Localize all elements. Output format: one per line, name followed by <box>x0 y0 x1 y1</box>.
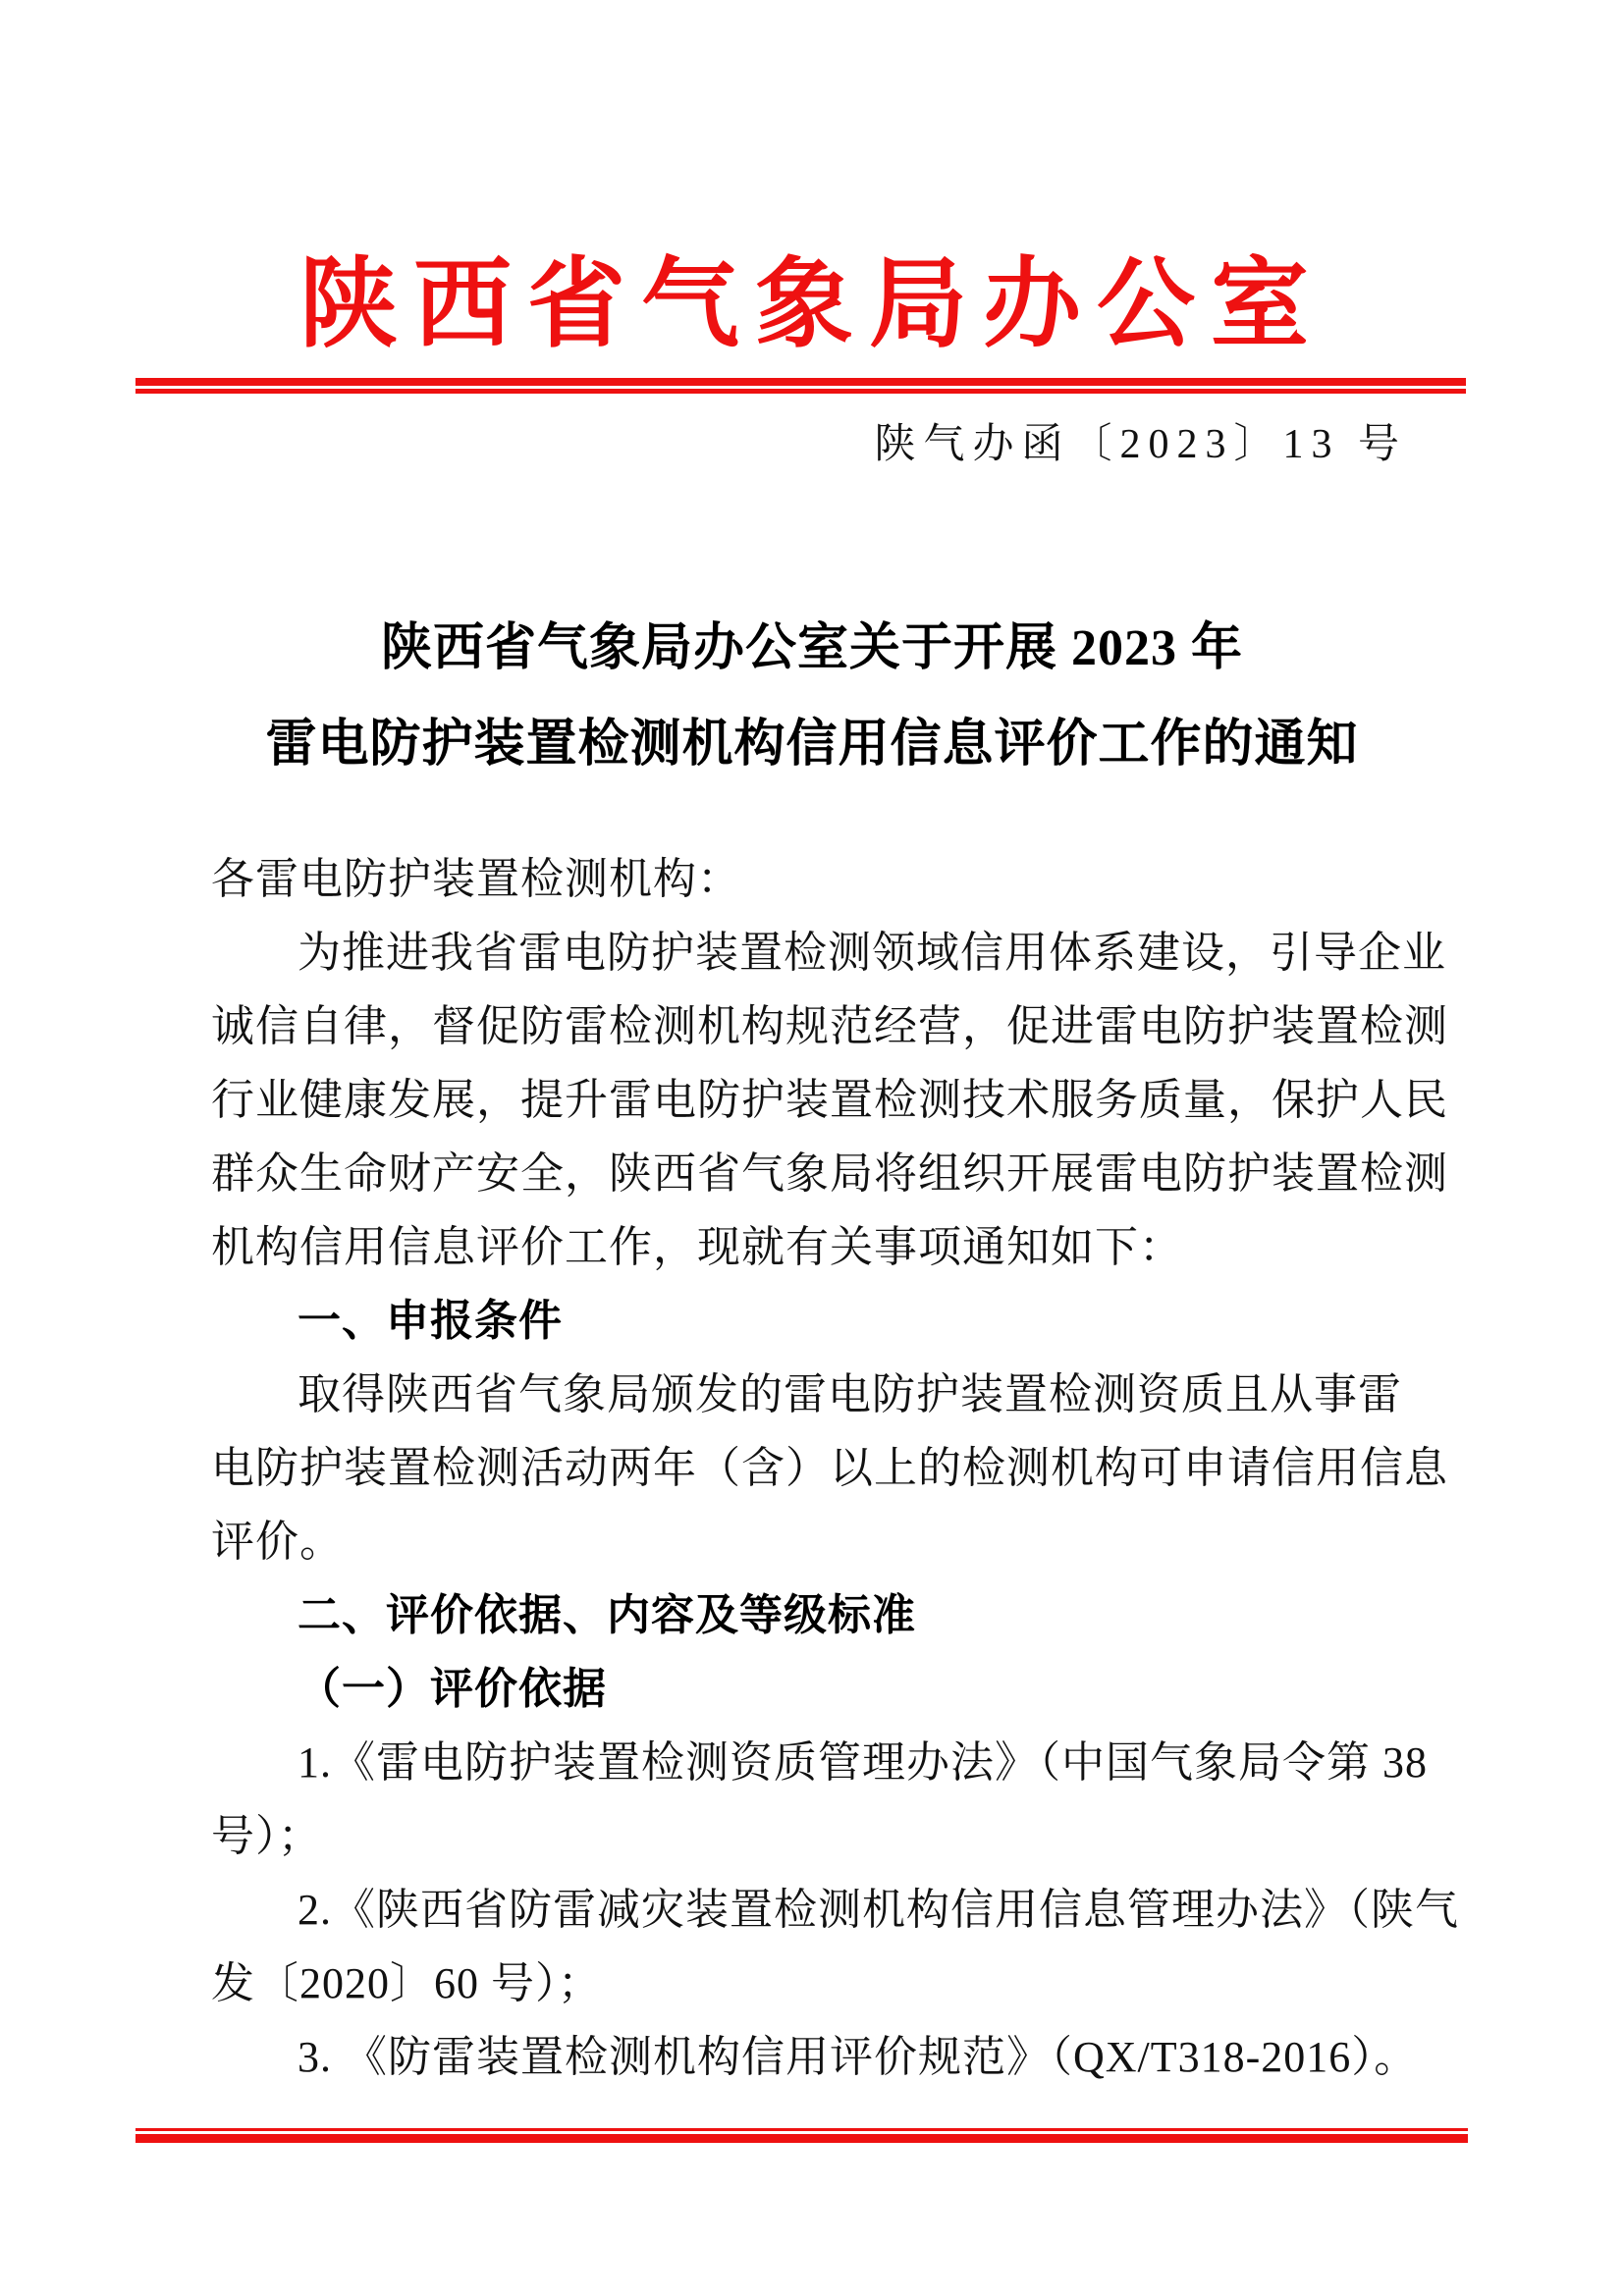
body-line: 诚信自律，督促防雷检测机构规范经营，促进雷电防护装置检测 <box>211 1002 1448 1050</box>
salutation-line: 各雷电防护装置检测机构： <box>211 855 741 903</box>
footer-rule <box>135 2128 1468 2143</box>
document-title <box>0 601 1624 793</box>
list-item-2: 2.《陕西省防雷减灾装置检测机构信用信息管理办法》（陕气 <box>298 1886 1459 1934</box>
body-line: 群众生命财产安全，陕西省气象局将组织开展雷电防护装置检测 <box>211 1149 1448 1198</box>
body-line: 取得陕西省气象局颁发的雷电防护装置检测资质且从事雷 <box>298 1370 1402 1418</box>
section-heading-1: 一、申报条件 <box>298 1297 563 1345</box>
subsection-heading-1: （一）评价依据 <box>298 1665 607 1713</box>
rule-thick-red-bar <box>135 2134 1468 2143</box>
letterhead-org-name: 陕西省气象局办公室 <box>299 250 1325 359</box>
document-body <box>211 842 1468 2094</box>
body-line: 为推进我省雷电防护装置检测领域信用体系建设，引导企业 <box>298 929 1446 977</box>
section-heading-2: 二、评价依据、内容及等级标准 <box>298 1591 916 1639</box>
document-title-line2: 雷电防护装置检测机构信用信息评价工作的通知 <box>265 717 1359 773</box>
document-title-line1: 陕西省气象局办公室关于开展 2023 年 <box>380 620 1243 676</box>
body-line: 行业健康发展，提升雷电防护装置检测技术服务质量，保护人民 <box>211 1076 1448 1124</box>
rule-thick-red-bar <box>135 378 1466 386</box>
list-item-1-continuation: 号）； <box>211 1812 322 1860</box>
list-item-3: 3. 《防雷装置检测机构信用评价规范》（QX/T318-2016）。 <box>298 2033 1419 2081</box>
list-item-2-continuation: 发〔2020〕60 号）； <box>211 1959 602 2007</box>
list-item-1: 1.《雷电防护装置检测资质管理办法》（中国气象局令第 38 <box>298 1738 1428 1787</box>
body-line: 评价。 <box>211 1518 344 1566</box>
document-reference-number: 陕气办函〔2023〕13 号 <box>874 422 1407 467</box>
body-line: 电防护装置检测活动两年（含）以上的检测机构可申请信用信息 <box>211 1444 1448 1492</box>
letterhead-separator-rule <box>135 378 1466 394</box>
body-line: 机构信用信息评价工作，现就有关事项通知如下： <box>211 1223 1183 1271</box>
rule-thin-red-bar <box>135 389 1466 394</box>
